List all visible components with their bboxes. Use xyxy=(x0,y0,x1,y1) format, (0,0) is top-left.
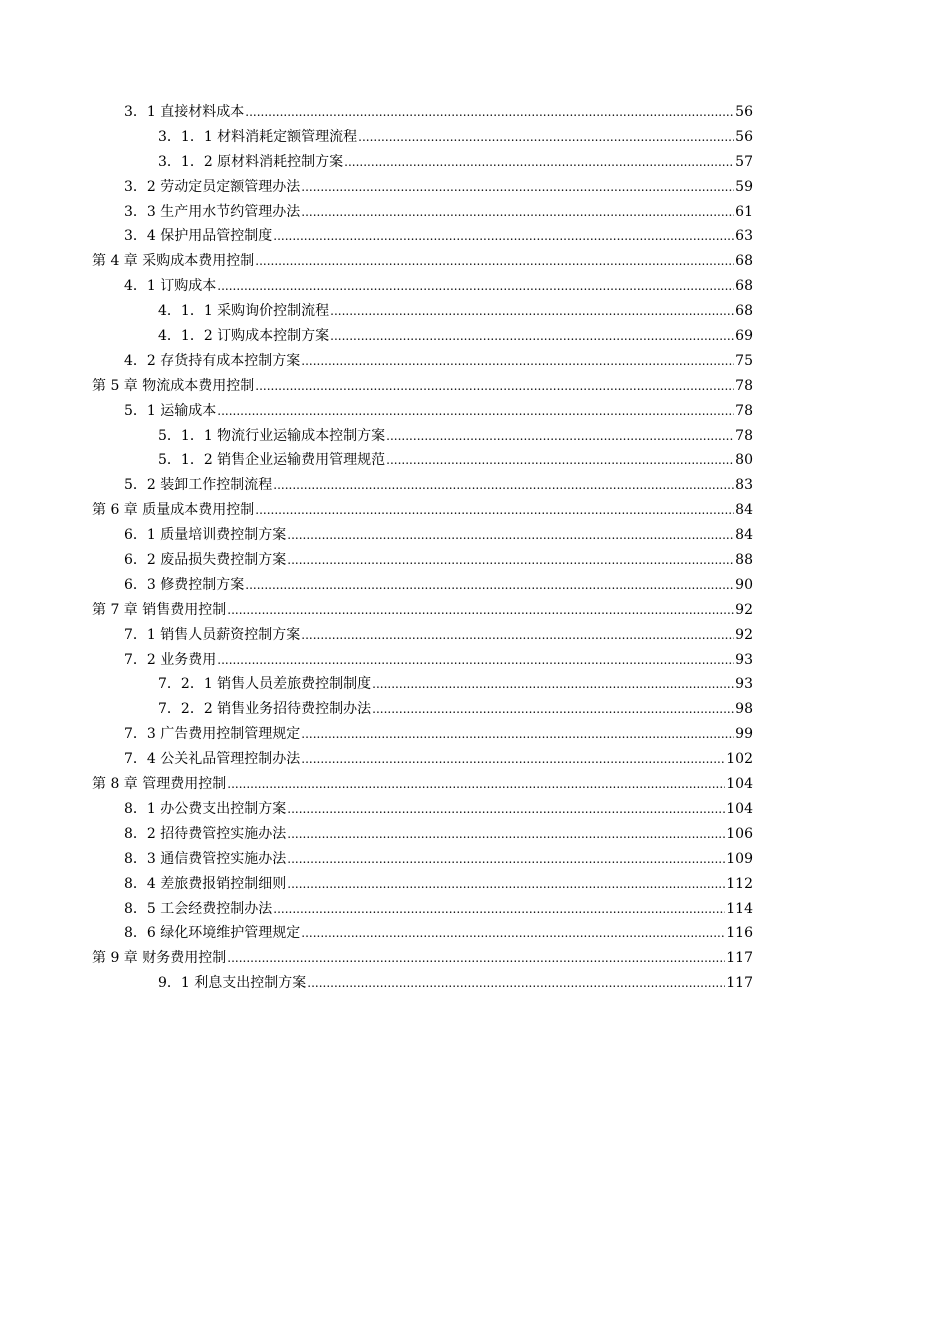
toc-entry-title: 3．2 劳动定员定额管理办法 xyxy=(124,178,301,195)
toc-entry[interactable] xyxy=(0,747,950,772)
toc-entry-title: 第 9 章 财务费用控制 xyxy=(92,950,227,967)
toc-entry[interactable] xyxy=(0,897,950,922)
dot-leader xyxy=(301,927,725,939)
toc-page-number: 68 xyxy=(735,278,753,295)
toc-page-number: 104 xyxy=(726,800,753,817)
toc-entry[interactable] xyxy=(0,224,950,249)
toc-entry-title: 6．2 废品损失费控制方案 xyxy=(124,552,287,569)
toc-entry[interactable] xyxy=(0,100,950,125)
toc-entry-title: 7．2．2 销售业务招待费控制办法 xyxy=(158,701,372,718)
toc-entry-title: 3．1．1 材料消耗定额管理流程 xyxy=(158,128,358,145)
toc-page-number: 104 xyxy=(726,776,753,793)
toc-page-number: 69 xyxy=(735,328,753,345)
dot-leader xyxy=(301,753,725,765)
toc-page-number: 99 xyxy=(735,726,753,743)
toc-page-number: 57 xyxy=(735,153,753,170)
toc-page-number: 68 xyxy=(735,303,753,320)
toc-page-number: 84 xyxy=(735,502,753,519)
toc-entry-title: 7．2 业务费用 xyxy=(124,651,217,668)
toc-entry-title: 9．1 利息支出控制方案 xyxy=(158,975,307,992)
toc-page-number: 68 xyxy=(735,253,753,270)
toc-page-number: 56 xyxy=(735,128,753,145)
toc-entry[interactable] xyxy=(0,125,950,150)
dot-leader xyxy=(255,504,734,516)
toc-page-number: 63 xyxy=(735,228,753,245)
toc-entry[interactable] xyxy=(0,797,950,822)
toc-entry[interactable] xyxy=(0,648,950,673)
dot-leader xyxy=(301,355,734,367)
toc-page-number: 112 xyxy=(726,875,753,892)
toc-entry[interactable] xyxy=(0,299,950,324)
toc-entry-title: 7．1 销售人员薪资控制方案 xyxy=(124,626,301,643)
toc-page-number: 92 xyxy=(735,601,753,618)
toc-entry-title: 5．1 运输成本 xyxy=(124,402,217,419)
toc-entry-title: 3．3 生产用水节约管理办法 xyxy=(124,203,301,220)
toc-entry-title: 8．2 招待费管控实施办法 xyxy=(124,825,287,842)
dot-leader xyxy=(372,703,734,715)
dot-leader xyxy=(273,230,734,242)
toc-entry[interactable] xyxy=(0,921,950,946)
toc-entry[interactable] xyxy=(0,548,950,573)
toc-entry[interactable] xyxy=(0,847,950,872)
toc-entry[interactable] xyxy=(0,623,950,648)
toc-entry[interactable] xyxy=(0,822,950,847)
toc-entry[interactable] xyxy=(0,598,950,623)
toc-entry-title: 第 8 章 管理费用控制 xyxy=(92,776,227,793)
toc-entry-title: 3．1 直接材料成本 xyxy=(124,104,245,120)
dot-leader xyxy=(287,853,725,865)
dot-leader xyxy=(245,106,734,118)
toc-entry[interactable] xyxy=(0,772,950,797)
table-of-contents xyxy=(0,100,950,996)
dot-leader xyxy=(273,479,734,491)
toc-page-number: 92 xyxy=(735,626,753,643)
dot-leader xyxy=(358,131,734,143)
toc-entry[interactable] xyxy=(0,150,950,175)
dot-leader xyxy=(301,206,734,218)
toc-entry[interactable] xyxy=(0,573,950,598)
dot-leader xyxy=(287,878,725,890)
toc-entry-title: 7．2．1 销售人员差旅费控制制度 xyxy=(158,676,372,693)
toc-page-number: 117 xyxy=(726,950,753,967)
toc-entry[interactable] xyxy=(0,249,950,274)
toc-entry-title: 6．3 修费控制方案 xyxy=(124,576,245,593)
toc-page-number: 88 xyxy=(735,552,753,569)
dot-leader xyxy=(227,604,734,616)
dot-leader xyxy=(301,728,734,740)
toc-page-number: 78 xyxy=(735,427,753,444)
dot-leader xyxy=(287,529,734,541)
toc-page-number: 61 xyxy=(735,203,753,220)
dot-leader xyxy=(301,629,734,641)
toc-entry[interactable] xyxy=(0,872,950,897)
toc-page-number: 106 xyxy=(726,825,753,842)
toc-entry-title: 第 5 章 物流成本费用控制 xyxy=(92,377,255,394)
dot-leader xyxy=(386,430,734,442)
toc-page-number: 102 xyxy=(726,751,753,768)
dot-leader xyxy=(217,280,734,292)
toc-entry-title: 8．4 差旅费报销控制细则 xyxy=(124,875,287,892)
toc-page-number: 90 xyxy=(735,576,753,593)
toc-entry[interactable] xyxy=(0,399,950,424)
dot-leader xyxy=(287,803,725,815)
dot-leader xyxy=(301,181,734,193)
toc-entry-title: 4．2 存货持有成本控制方案 xyxy=(124,352,301,369)
toc-entry-title: 8．3 通信费管控实施办法 xyxy=(124,850,287,867)
toc-page-number: 78 xyxy=(735,402,753,419)
dot-leader xyxy=(255,380,734,392)
dot-leader xyxy=(386,454,734,466)
toc-entry-title: 5．2 装卸工作控制流程 xyxy=(124,477,273,494)
toc-page-number: 117 xyxy=(726,975,753,992)
dot-leader xyxy=(217,405,734,417)
dot-leader xyxy=(245,579,734,591)
toc-entry[interactable] xyxy=(0,374,950,399)
toc-entry[interactable] xyxy=(0,498,950,523)
toc-entry-title: 3．4 保护用品管控制度 xyxy=(124,228,273,245)
toc-entry[interactable] xyxy=(0,274,950,299)
toc-page-number: 114 xyxy=(726,900,753,917)
toc-page-number: 84 xyxy=(735,527,753,544)
toc-entry[interactable] xyxy=(0,672,950,697)
toc-page-number: 56 xyxy=(735,104,753,120)
toc-entry[interactable] xyxy=(0,424,950,449)
toc-entry[interactable] xyxy=(0,175,950,200)
toc-entry-title: 6．1 质量培训费控制方案 xyxy=(124,527,287,544)
dot-leader xyxy=(227,952,725,964)
toc-entry[interactable] xyxy=(0,697,950,722)
dot-leader xyxy=(217,654,734,666)
toc-entry[interactable] xyxy=(0,324,950,349)
toc-page-number: 80 xyxy=(735,452,753,469)
toc-page-number: 83 xyxy=(735,477,753,494)
dot-leader xyxy=(307,977,725,989)
toc-entry[interactable] xyxy=(0,349,950,374)
toc-entry-title: 4．1．2 订购成本控制方案 xyxy=(158,328,330,345)
toc-page-number: 109 xyxy=(726,850,753,867)
toc-entry-title: 4．1 订购成本 xyxy=(124,278,217,295)
toc-page-number: 98 xyxy=(735,701,753,718)
toc-entry-title: 5．1．1 物流行业运输成本控制方案 xyxy=(158,427,386,444)
toc-entry-title: 8．1 办公费支出控制方案 xyxy=(124,800,287,817)
toc-entry[interactable] xyxy=(0,946,950,971)
dot-leader xyxy=(227,778,725,790)
toc-page-number: 78 xyxy=(735,377,753,394)
toc-entry-title: 3．1．2 原材料消耗控制方案 xyxy=(158,153,344,170)
dot-leader xyxy=(330,305,734,317)
toc-entry-title: 5．1．2 销售企业运输费用管理规范 xyxy=(158,452,386,469)
dot-leader xyxy=(287,554,734,566)
toc-page-number: 116 xyxy=(726,925,753,942)
toc-entry-title: 7．3 广告费用控制管理规定 xyxy=(124,726,301,743)
dot-leader xyxy=(372,678,734,690)
toc-entry[interactable] xyxy=(0,473,950,498)
toc-entry[interactable] xyxy=(0,971,950,996)
toc-entry-title: 第 7 章 销售费用控制 xyxy=(92,601,227,618)
dot-leader xyxy=(255,255,734,267)
toc-entry[interactable] xyxy=(0,722,950,747)
toc-entry[interactable] xyxy=(0,448,950,473)
toc-entry-title: 第 4 章 采购成本费用控制 xyxy=(92,253,255,270)
toc-entry[interactable] xyxy=(0,200,950,225)
dot-leader xyxy=(344,156,734,168)
toc-page-number: 93 xyxy=(735,651,753,668)
toc-entry-title: 8．6 绿化环境维护管理规定 xyxy=(124,925,301,942)
toc-entry-title: 7．4 公关礼品管理控制办法 xyxy=(124,751,301,768)
toc-page-number: 59 xyxy=(735,178,753,195)
toc-page-number: 93 xyxy=(735,676,753,693)
dot-leader xyxy=(273,903,725,915)
toc-entry-title: 8．5 工会经费控制办法 xyxy=(124,900,273,917)
toc-entry-title: 4．1．1 采购询价控制流程 xyxy=(158,303,330,320)
toc-entry-title: 第 6 章 质量成本费用控制 xyxy=(92,502,255,519)
toc-page-number: 75 xyxy=(735,352,753,369)
dot-leader xyxy=(287,828,725,840)
toc-entry[interactable] xyxy=(0,523,950,548)
dot-leader xyxy=(330,330,734,342)
